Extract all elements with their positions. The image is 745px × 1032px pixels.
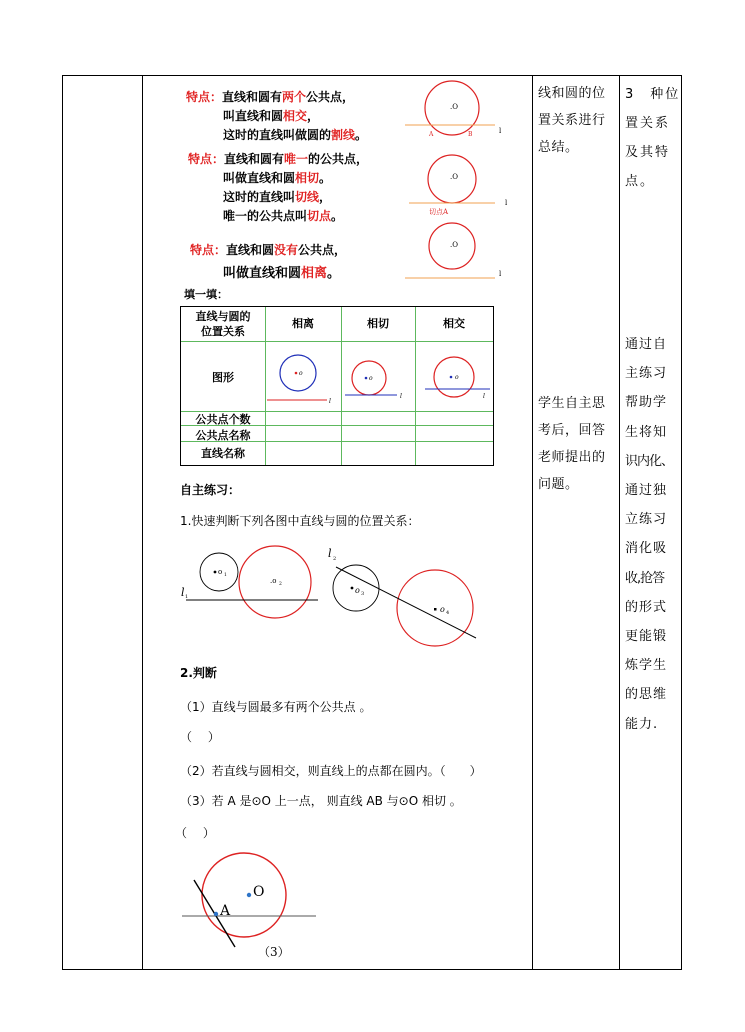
center-o4: [434, 608, 437, 611]
judge-title: 2.判断: [180, 666, 217, 680]
tangent-point-label: 切点A: [429, 208, 449, 216]
text-red: 切点: [307, 209, 332, 223]
label-l2: l: [328, 547, 332, 560]
intersect-point-b: B: [468, 131, 473, 138]
practice-q1: 1.快速判断下列各图中直线与圆的位置关系：: [180, 514, 420, 528]
mini-separate-o: o: [299, 370, 303, 377]
col4-text: 消化吸: [625, 541, 668, 557]
label-o4: o: [440, 605, 445, 614]
col4-top: [625, 80, 681, 196]
judge-caption: （3）: [258, 945, 290, 959]
label-o4-sub: 4: [446, 610, 450, 616]
mini-intersect-circle: [434, 357, 474, 397]
fill-in-table: [180, 306, 494, 466]
col4-text: 置关系: [625, 116, 671, 131]
col4-text: 及其特: [625, 145, 671, 160]
col3-text: 线和圆的位: [538, 86, 606, 101]
col4-text: 生将知: [625, 424, 668, 440]
col-divider-3: [619, 75, 620, 970]
col4-text: 更能锻: [625, 629, 668, 645]
col-divider-1: [142, 75, 143, 970]
mini-tangent-o: o: [369, 375, 373, 382]
row-line-name-label: 直线名称: [201, 447, 245, 460]
text: 直线和圆有: [224, 152, 285, 166]
judge-figure: [176, 850, 336, 965]
text-red: 切线: [295, 190, 320, 204]
col4-text: 帮助学: [625, 395, 668, 411]
col3-bottom: [538, 390, 618, 498]
text-red: 相交: [283, 109, 308, 123]
col-divider-2: [532, 75, 533, 970]
label-l2-sub: 2: [333, 556, 337, 562]
col3-text: 问题。: [538, 477, 579, 492]
text: 这时的直线叫做圆的: [223, 128, 332, 142]
header-line: 直线与圆的: [195, 310, 251, 323]
fill-in-figures: [265, 341, 493, 411]
col3-text: 考后，回答: [538, 423, 606, 438]
table-top-border: [62, 75, 682, 76]
text: 叫直线和圆: [223, 109, 284, 123]
header-tangent: 相切: [367, 317, 389, 330]
text: 。: [327, 266, 341, 281]
col4-text: 的思维: [625, 687, 668, 703]
col4-text: 点。: [625, 174, 656, 189]
mini-separate-l: l: [329, 398, 331, 405]
col4-text: 通过自: [625, 337, 668, 352]
text: 。: [355, 128, 368, 142]
text: 。: [331, 209, 344, 223]
label-o1: o: [218, 568, 223, 576]
text: 直线和圆有: [222, 90, 283, 104]
col4-text: 3 种位: [625, 87, 681, 102]
feature-intersect: [186, 88, 406, 145]
text-red: 割线: [331, 128, 356, 142]
judge-q2: （2）若直线与圆相交，则直线上的点都在圆内。（ ）: [180, 764, 482, 778]
judge-label-o: O: [253, 884, 265, 900]
label-o2: .o: [270, 577, 277, 585]
col3-text: 老师提出的: [538, 450, 606, 465]
text: 公共点，: [306, 90, 355, 104]
row-count-label: 公共点个数: [195, 413, 251, 426]
label-l1-sub: 1: [185, 594, 189, 600]
judge-q1: （1）直线与圆最多有两个公共点 。: [180, 700, 372, 714]
mini-separate-center: [295, 372, 298, 375]
text-red: 两个: [282, 90, 307, 104]
separate-center: .O: [450, 241, 458, 249]
practice-figure: [176, 540, 496, 650]
text: 。: [319, 171, 332, 185]
text: ，: [307, 109, 320, 123]
col4-text: 收,抢答: [625, 570, 665, 586]
intersect-center: .O: [450, 103, 458, 111]
mini-intersect-center: [450, 376, 453, 379]
label-o3-sub: 3: [361, 591, 365, 597]
header-separate: 相离: [292, 317, 314, 330]
line-l2: [336, 567, 476, 638]
tangent-center: .O: [450, 173, 458, 181]
text-red: 唯一: [284, 152, 309, 166]
judge-circle: [202, 853, 286, 937]
practice-title: 自主练习：: [180, 483, 241, 497]
separate-line-label: l: [499, 270, 502, 278]
judge-q1-answer: （ ）: [180, 730, 220, 744]
text: 公共点，: [298, 243, 347, 257]
center-o1: [214, 571, 217, 574]
intersect-point-a: A: [429, 131, 434, 138]
col4-text: 立练习: [625, 512, 668, 528]
label-o2-sub: 2: [279, 582, 282, 587]
mini-separate-circle: [280, 355, 316, 391]
judge-q3: （3）若 A 是⊙O 上一点， 则直线 AB 与⊙O 相切 。: [180, 794, 462, 808]
judge-label-a: A: [220, 903, 231, 919]
text: 唯一的公共点叫: [223, 209, 308, 223]
table-right-border: [681, 75, 682, 970]
header-intersect: 相交: [443, 317, 465, 330]
judge-point-a: [214, 912, 218, 916]
feature-label: 特点：: [186, 90, 223, 104]
label-o1-sub: 1: [224, 573, 227, 578]
center-o3: [351, 587, 354, 590]
intersect-line-label: l: [499, 127, 502, 135]
tangent-line-label: l: [505, 199, 508, 207]
text: 叫做直线和圆: [223, 171, 296, 185]
col4-text: 能力.: [625, 716, 659, 732]
label-o3: o: [355, 586, 360, 595]
mini-tangent-l: l: [400, 393, 402, 400]
col3-top: [538, 80, 618, 161]
col4-text: 识内化、: [625, 453, 674, 469]
text-red: 相离: [301, 266, 328, 281]
col4-text: 炼学生: [625, 658, 668, 674]
text: 直线和圆: [226, 243, 275, 257]
header-line: 位置关系: [201, 325, 245, 338]
feature-figures: [395, 78, 515, 288]
col4-text: 的形式: [625, 599, 668, 615]
table-left-border: [62, 75, 63, 970]
header-relation: [181, 309, 265, 339]
mini-intersect-o: o: [455, 374, 459, 381]
feature-label: 特点：: [190, 243, 227, 257]
col3-text: 总结。: [538, 140, 579, 155]
text-red: 相切: [295, 171, 320, 185]
feature-tangent: [188, 150, 408, 226]
text: 这时的直线叫: [223, 190, 296, 204]
feature-label: 特点：: [188, 152, 225, 166]
text: ，: [319, 190, 332, 204]
mini-tangent-center: [365, 377, 368, 380]
row-point-name-label: 公共点名称: [195, 429, 251, 442]
judge-center: [247, 893, 251, 897]
col4-bottom: [625, 330, 681, 739]
mini-intersect-l: l: [483, 393, 485, 400]
table-bottom-border: [62, 969, 682, 970]
col3-text: 学生自主思: [538, 396, 606, 411]
feature-separate: [190, 238, 410, 286]
col4-text: 主练习: [625, 366, 668, 382]
col4-text: 通过独: [625, 483, 668, 499]
text: 的公共点，: [308, 152, 369, 166]
fill-in-title: 填一填：: [184, 288, 228, 301]
judge-q3-answer: （ ）: [175, 826, 215, 840]
text-red: 没有: [274, 243, 299, 257]
row-figure-label: 图形: [212, 371, 234, 384]
label-l1: l: [181, 586, 185, 599]
text: 叫做直线和圆: [223, 266, 302, 281]
col3-text: 置关系进行: [538, 113, 606, 128]
